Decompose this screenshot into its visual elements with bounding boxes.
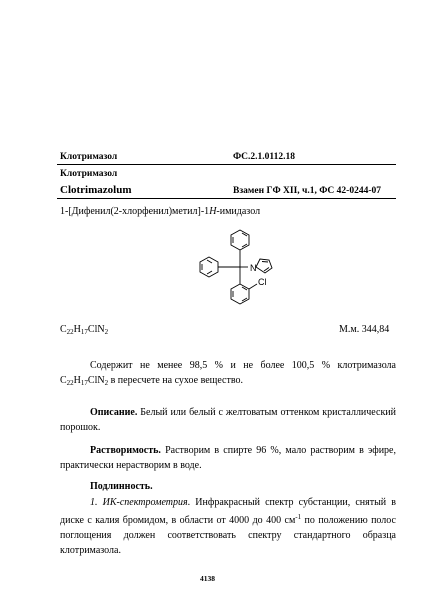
solubility-paragraph: Растворимость. Растворим в спирте 96 %, мало растворим в эфире, практически нерастворим в воде.	[60, 445, 396, 471]
drug-name-latin: Clotrimazolum	[60, 184, 132, 196]
solubility-label: Растворимость.	[90, 445, 161, 456]
drug-name-russian-header: Клотримазол	[60, 152, 118, 162]
monograph-code: ФС.2.1.0112.18	[233, 152, 295, 162]
drug-name-russian: Клотримазол	[60, 169, 118, 179]
replaces-note: Взамен ГФ XII, ч.1, ФС 42-0244-07	[233, 186, 381, 196]
page-number: 4138	[200, 574, 215, 583]
description-paragraph: Описание. Белый или белый с желтоватым оттенком кристаллический порошок.	[60, 407, 396, 433]
header-divider	[57, 164, 396, 165]
molecular-weight: М.м. 344,84	[339, 324, 390, 335]
molecular-formula: $C_{22}H_{17}ClN_2$	[60, 324, 109, 336]
description-label: Описание.	[90, 407, 138, 418]
ir-method-label: ИК-спектрометрия	[102, 497, 188, 508]
chlorine-label: Cl	[258, 277, 267, 287]
content-paragraph: Содержит не менее 98,5 % и не более 100,5 % клотримазола $C_{22}H_{17}ClN_2$ в пересчете на сухое вещество.	[60, 360, 396, 387]
identification-heading: Подлинность.	[90, 481, 153, 492]
structural-formula	[180, 222, 280, 312]
identification-paragraph: 1. ИК-спектрометрия. Инфракрасный спектр субстанции, снятый в диске с калия бромидом, в области от 4000 до 400 $см^{-1}$ по положению полос поглощения должен соответствовать спектру стандартного образца клотримазола.	[60, 497, 397, 556]
nitrogen-label: N	[250, 263, 257, 273]
chemical-name: 1-[Дифенил(2-хлорфенил)метил]-1H-имидазол	[60, 206, 261, 217]
header-divider-bottom	[57, 198, 396, 199]
